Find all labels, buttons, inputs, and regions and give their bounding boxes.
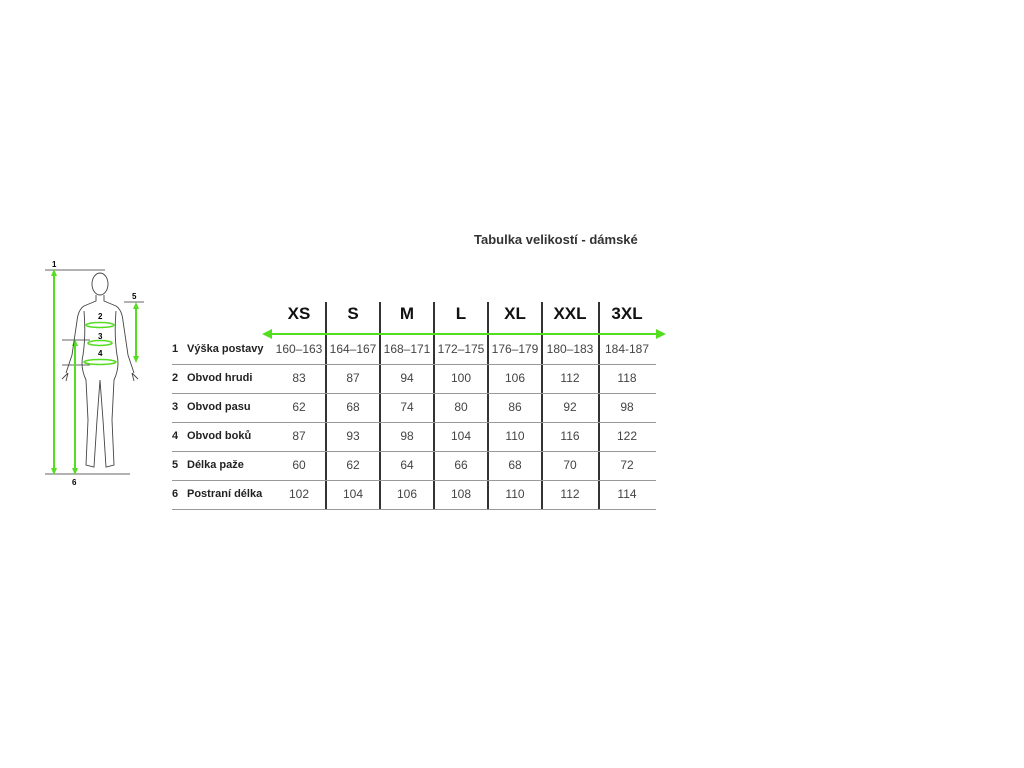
table-cell: 110 xyxy=(505,429,525,443)
table-cell: 112 xyxy=(560,487,580,501)
table-cell: 104 xyxy=(342,487,364,501)
table-cell: 118 xyxy=(617,371,637,385)
row-number: 6 xyxy=(172,488,179,500)
table-cell: 110 xyxy=(505,487,525,501)
page-title: Tabulka velikostí - dámské xyxy=(474,232,638,247)
table-cell: 93 xyxy=(346,429,360,443)
row-number: 3 xyxy=(172,401,179,413)
marker-4: 4 xyxy=(98,349,103,358)
marker-1: 1 xyxy=(52,260,57,269)
table-cell: 172–175 xyxy=(437,342,485,356)
table-row xyxy=(172,393,656,423)
table-row xyxy=(172,335,656,365)
table-cell: 62 xyxy=(292,400,306,414)
table-cell: 72 xyxy=(620,458,634,472)
size-header-3xl: 3XL xyxy=(611,304,643,323)
table-cell: 87 xyxy=(292,429,306,443)
table-cell: 68 xyxy=(346,400,360,414)
marker-5: 5 xyxy=(132,292,137,301)
table-cell: 86 xyxy=(508,400,522,414)
marker-6: 6 xyxy=(72,478,77,487)
row-number: 2 xyxy=(172,372,179,384)
row-label: Postraní délka xyxy=(187,488,263,500)
table-cell: 102 xyxy=(288,487,310,501)
size-header-xxl: XXL xyxy=(553,304,587,323)
table-cell: 168–171 xyxy=(383,342,431,356)
size-header-m: M xyxy=(399,304,415,323)
table-cell: 108 xyxy=(450,487,472,501)
table-cell: 94 xyxy=(400,371,414,385)
table-cell: 66 xyxy=(454,458,468,472)
marker-2: 2 xyxy=(98,312,103,321)
row-number: 5 xyxy=(172,459,179,471)
table-cell: 70 xyxy=(563,458,577,472)
table-row xyxy=(172,480,656,510)
size-table xyxy=(172,300,656,512)
table-row xyxy=(172,451,656,481)
table-cell: 122 xyxy=(616,429,638,443)
table-cell: 104 xyxy=(450,429,472,443)
table-cell: 98 xyxy=(620,400,634,414)
size-header-l: L xyxy=(455,304,467,323)
table-cell: 92 xyxy=(563,400,577,414)
row-label: Obvod hrudi xyxy=(187,372,253,384)
table-cell: 83 xyxy=(292,371,306,385)
row-label: Délka paže xyxy=(187,459,244,471)
row-number: 4 xyxy=(172,430,179,442)
table-cell: 98 xyxy=(400,429,414,443)
table-cell: 62 xyxy=(346,458,360,472)
table-cell: 100 xyxy=(450,371,472,385)
table-cell: 74 xyxy=(400,400,414,414)
size-header-xl: XL xyxy=(504,304,526,323)
table-row xyxy=(172,364,656,394)
table-cell: 160–163 xyxy=(275,342,323,356)
row-label: Obvod pasu xyxy=(187,401,251,413)
table-cell: 60 xyxy=(292,458,306,472)
marker-3: 3 xyxy=(98,332,103,341)
row-number: 1 xyxy=(172,343,179,355)
table-cell: 116 xyxy=(560,429,580,443)
table-cell: 184-187 xyxy=(604,342,650,356)
size-header-s: S xyxy=(347,304,359,323)
row-label: Výška postavy xyxy=(187,343,264,355)
table-cell: 64 xyxy=(400,458,414,472)
size-header-xs: XS xyxy=(287,304,311,323)
table-cell: 68 xyxy=(508,458,522,472)
table-cell: 164–167 xyxy=(329,342,377,356)
table-cell: 114 xyxy=(617,487,637,501)
woman-body-measurement-icon xyxy=(40,255,150,490)
table-cell: 180–183 xyxy=(546,342,594,356)
table-cell: 176–179 xyxy=(491,342,539,356)
row-label: Obvod boků xyxy=(187,430,252,442)
table-cell: 80 xyxy=(454,400,468,414)
table-cell: 106 xyxy=(504,371,526,385)
table-cell: 106 xyxy=(396,487,418,501)
table-cell: 87 xyxy=(346,371,360,385)
table-row xyxy=(172,422,656,452)
table-cell: 112 xyxy=(560,371,580,385)
